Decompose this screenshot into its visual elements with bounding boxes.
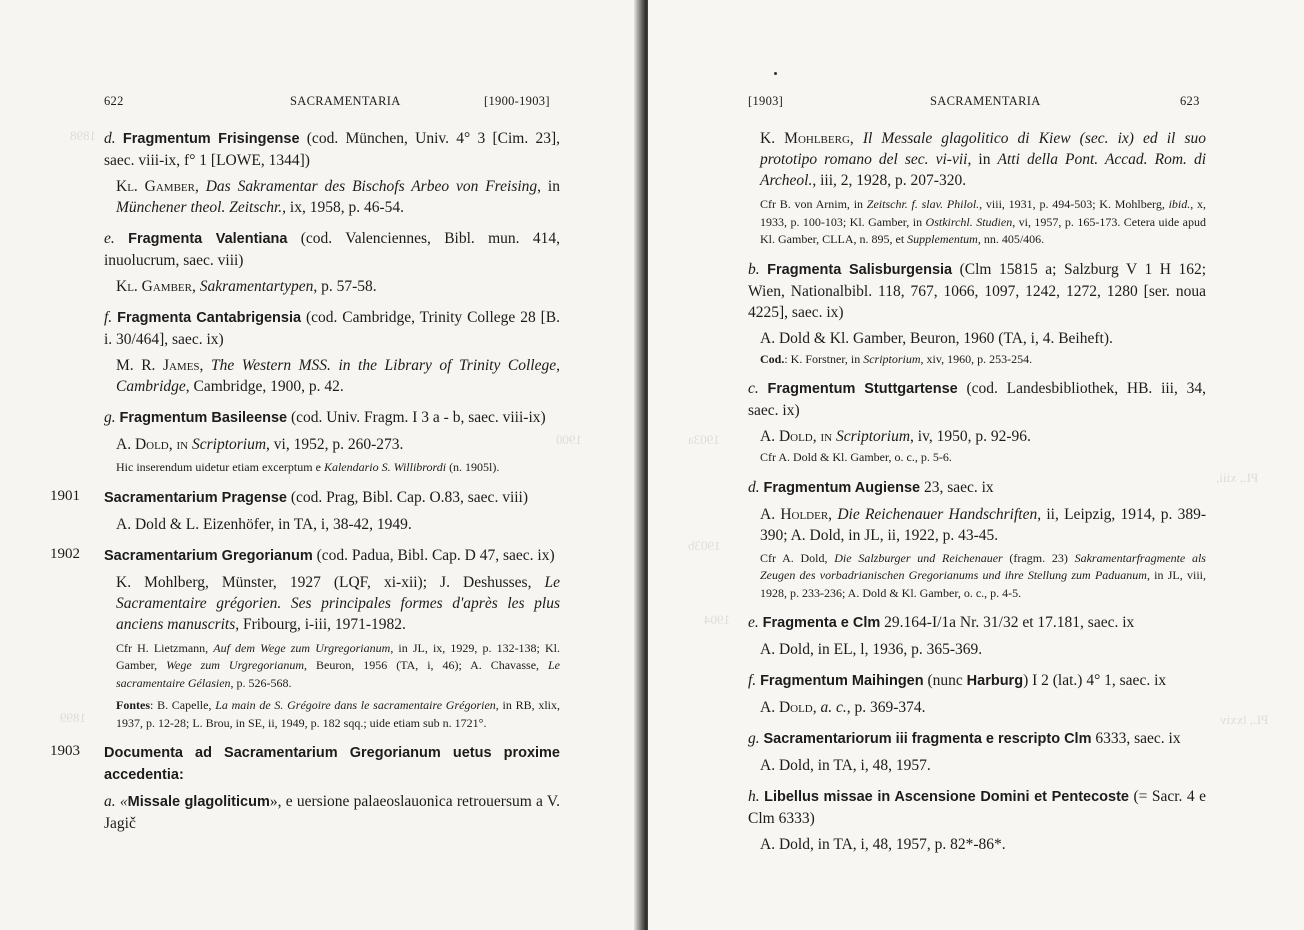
- note: Fontes: B. Capelle, La main de S. Grégoire dans le sacramentaire Grégorien, in RB, xlix, 1937, p. 12-28; L. Brou, in SE, ii, 1949, p. 182 sqq.; uide etiam sub n. 1721°.: [116, 698, 560, 730]
- bibliography-entry: A. Dold & Kl. Gamber, Beuron, 1960 (TA, i, 4. Beiheft).: [760, 329, 1113, 347]
- note: Cfr B. von Arnim, in Zeitschr. f. slav. Philol., viii, 1931, p. 494-503; K. Mohlberg, ibid., x, 1933, p. 100-103; Kl. Gamber, in Ostkirchl. Studien, vi, 1957, p. 165-173. Cetera uide apud Kl. Gamber, CLLA, n. 895, et Supplementum, nn. 405/406.: [760, 197, 1207, 246]
- bibliography-entry: A. Dold, in TA, i, 48, 1957, p. 82*-86*.: [760, 836, 1006, 853]
- show-through-number: 1899: [60, 710, 86, 725]
- show-through-number: 1900: [556, 432, 582, 447]
- bibliography-entry: Kl. Gamber, Das Sakramentar des Bischofs Arbeo von Freising, in Münchener theol. Zeitschr., ix, 1958, p. 46-54.: [116, 178, 560, 216]
- right-page: [648, 0, 1304, 930]
- entry-heading: f. Fragmentum Maihingen (nunc Harburg) I 2 (lat.) 4° 1, saec. ix: [748, 672, 1167, 689]
- bibliography-entry: A. Holder, Die Reichenauer Handschriften, ii, Leipzig, 1914, p. 389-390; A. Dold, in JL, ii, 1922, p. 43-45.: [760, 505, 1206, 544]
- entry-heading: e. Fragmenta Valentiana (cod. Valenciennes, Bibl. mun. 414, inuolucrum, saec. viii): [104, 230, 560, 269]
- entry-heading: d. Fragmentum Augiense 23, saec. ix: [748, 478, 994, 496]
- speck: [774, 72, 777, 75]
- bibliography-entry: A. Dold, a. c., p. 369-374.: [760, 699, 926, 716]
- bibliography-entry: K. Mohlberg, Il Messale glagolitico di Kiew (sec. ix) ed il suo prototipo romano del sec. vi-vii, in Atti della Pont. Accad. Rom. di Archeol., iii, 2, 1928, p. 207-320.: [760, 130, 1207, 189]
- page-number: 622: [104, 94, 124, 108]
- entry-heading: g. Sacramentariorum iii fragmenta e rescripto Clm 6333, saec. ix: [748, 730, 1181, 747]
- bibliography-entry: A. Dold, in TA, i, 48, 1957.: [760, 757, 931, 774]
- entry-number: 1901: [50, 487, 80, 504]
- year-range: [1900-1903]: [484, 94, 550, 108]
- bibliography-entry: M. R. James, The Western MSS. in the Library of Trinity College, Cambridge, Cambridge, 1900, p. 42.: [116, 357, 560, 395]
- entry-heading: d. Fragmentum Frisingense (cod. München, Univ. 4° 3 [Cim. 23], saec. viii-ix, f° 1 [LOWE, 1344]): [104, 130, 561, 169]
- entry-1902: 1902 Sacramentarium Gregorianum (cod. Padua, Bibl. Cap. D 47, saec. ix) K. Mohlberg, Münster, 1927 (LQF, xi-xii); J. Deshusses, Le Sacramentaire grégorien. Ses principales formes d'après les plus anciens manuscrits, Fribourg, i-iii, 1971-1982. Cfr H. Lietzmann, Auf dem Wege zum Urgregorianum, in JL, ix, 1929, p. 132-138; Kl. Gamber, Wege zum Urgregorianum, Beuron, 1956 (TA, i, 46); A. Chavasse, Le sacramentaire Gélasien, p. 526-568. Fontes: B. Capelle, La main de S. Grégoire dans le sacramentaire Grégorien, in RB, xlix, 1937, p. 12-28; L. Brou, in SE, ii, 1949, p. 182 sqq.; uide etiam sub n. 1721°.: [104, 545, 560, 733]
- note: Cfr A. Dold & Kl. Gamber, o. c., p. 5-6.: [760, 450, 952, 464]
- note: Cfr A. Dold, Die Salzburger und Reichenauer (fragm. 23) Sakramentarfragmente als Zeugen des vorbadrianischen Gregorianums und ihre Stellung zum Paduanum, in JL, viii, 1928, p. 233-236; A. Dold & Kl. Gamber, o. c., p. 4-5.: [760, 550, 1206, 600]
- show-through-number: 1904: [704, 612, 730, 627]
- note: Cfr H. Lietzmann, Auf dem Wege zum Urgregorianum, in JL, ix, 1929, p. 132-138; Kl. Gamber, Wege zum Urgregorianum, Beuron, 1956 (TA, i, 46); A. Chavasse, Le sacramentaire Gélasien, p. 526-568.: [116, 640, 560, 690]
- show-through-text: PL, lxxiv: [1220, 712, 1269, 727]
- bibliography-entry: K. Mohlberg, Münster, 1927 (LQF, xi-xii); J. Deshusses, Le Sacramentaire grégorien. Ses principales formes d'après les plus anciens manuscrits, Fribourg, i-iii, 1971-1982.: [116, 573, 560, 633]
- running-title: SACRAMENTARIA: [930, 94, 1041, 108]
- show-through-number: 1898: [70, 128, 96, 143]
- entry-1903: 1903 Documenta ad Sacramentarium Gregorianum uetus proxime accedentia: a. «Missale glagoliticum», e uersione palaeoslauonica retrouersum a V. Jagič: [50, 743, 560, 832]
- entry-number: 1902: [50, 545, 80, 562]
- entry-heading: c. Fragmentum Stuttgartense (cod. Landesbibliothek, HB. iii, 34, saec. ix): [748, 380, 1206, 419]
- bibliography-entry: A. Dold & L. Eizenhöfer, in TA, i, 38-42, 1949.: [116, 515, 412, 533]
- right-page-content: [748, 128, 1206, 855]
- show-through-number: 1903b: [688, 538, 721, 553]
- bibliography-entry: A. Dold, in Scriptorium, iv, 1950, p. 92-96.: [760, 428, 1031, 445]
- bibliography-entry: A. Dold, in EL, l, 1936, p. 365-369.: [760, 641, 983, 658]
- running-title: SACRAMENTARIA: [290, 94, 401, 108]
- bibliography-entry: A. Dold, in Scriptorium, vi, 1952, p. 260-273.: [116, 436, 404, 453]
- left-page: [0, 0, 640, 930]
- note: Cod.: K. Forstner, in Scriptorium, xiv, 1960, p. 253-254.: [760, 351, 1033, 366]
- note: Hic inserendum uidetur etiam excerptum e Kalendario S. Willibrordi (n. 1905l).: [116, 460, 500, 474]
- show-through-number: 1903a: [688, 432, 720, 447]
- entry-1901: 1901 Sacramentarium Pragense (cod. Prag, Bibl. Cap. O.83, saec. viii) A. Dold & L. Eizenhöfer, in TA, i, 38-42, 1949.: [104, 487, 560, 535]
- entry-number: 1903: [50, 743, 80, 759]
- entry-heading: b. Fragmenta Salisburgensia (Clm 15815 a; Salzburg V 1 H 162; Wien, Nationalbibl. 118, 767, 1066, 1097, 1242, 1272, 1280 [ser. noua 4225], saec. ix): [748, 260, 1207, 321]
- year-range: [1903]: [748, 94, 784, 108]
- entry-heading: g. Fragmentum Basileense (cod. Univ. Fragm. I 3 a - b, saec. viii-ix): [104, 409, 546, 426]
- bibliography-entry: Kl. Gamber, Sakramentartypen, p. 57-58.: [116, 278, 377, 295]
- entry-heading: e. Fragmenta e Clm 29.164-I/1a Nr. 31/32 et 17.181, saec. ix: [748, 614, 1135, 631]
- show-through-text: PL, xiii,: [1216, 470, 1259, 485]
- entry-heading: f. Fragmenta Cantabrigensia (cod. Cambridge, Trinity College 28 [B. i. 30/464], saec. ix): [104, 309, 560, 348]
- page-number: 623: [1180, 94, 1200, 108]
- entry-heading: h. Libellus missae in Ascensione Domini et Pentecoste (= Sacr. 4 e Clm 6333): [748, 788, 1207, 827]
